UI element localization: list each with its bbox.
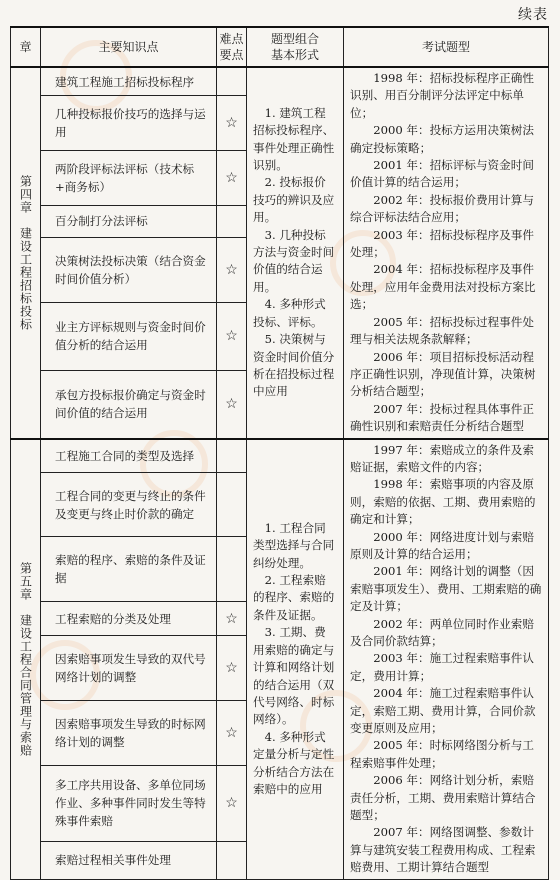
exam-line: 2005 年：时标网络图分析与工程索赔事件处理； (350, 738, 534, 770)
exam-cell (344, 67, 549, 439)
exam-line: 2002 年：投标报价费用计算与综合评标法结合应用； (350, 192, 534, 225)
combo-cell (247, 67, 344, 439)
chapter-cell (11, 439, 41, 880)
exam-line: 2005 年：招标投标过程事件处理与相关法规条款解释； (350, 314, 534, 347)
topic-cell: 业主方评标规则与资金时间价值分析的结合运用 (41, 302, 217, 370)
exam-line: 2000 年：投标方运用决策树法确定投标策略； (350, 123, 534, 155)
combo-line: 4. 多种形式投标、评标。 (253, 297, 326, 329)
difficulty-star: ☆ (217, 151, 247, 206)
exam-line: 1997 年：索赔成立的条件及索赔证据，索赔文件的内容； (350, 442, 534, 474)
exam-line: 2003 年：施工过程索赔事件认定，费用计算； (350, 651, 534, 683)
chapter-title: 第四章 建设工程招标投标 (18, 174, 33, 331)
difficulty-star (217, 206, 247, 237)
exam-line: 2002 年：两单位同时作业索赔及合同价款结算； (350, 616, 534, 648)
chapter-cell (11, 67, 41, 439)
difficulty-star (217, 67, 247, 96)
header-exam: 考试题型 (344, 27, 549, 67)
table-row (11, 439, 549, 473)
topic-cell: 承包方投标报价确定与资金时间价值的结合运用 (41, 370, 217, 438)
difficulty-star: ☆ (217, 765, 247, 841)
topic-cell: 工程施工合同的类型及选择 (41, 439, 217, 473)
difficulty-star (217, 472, 247, 537)
chapter-title: 第五章 建设工程合同管理与索赔 (18, 561, 33, 757)
topic-cell: 工程合同的变更与终止的条件及变更与终止时价款的确定 (41, 472, 217, 537)
topic-cell: 索赔的程序、索赔的条件及证据 (41, 537, 217, 602)
difficulty-star: ☆ (217, 635, 247, 700)
exam-line: 2003 年：招标投标程序及事件处理； (350, 227, 534, 260)
exam-line: 2000 年：网络进度计划与索赔原则及计算的结合运用； (350, 529, 534, 561)
combo-line: 2. 投标报价技巧的辨识及应用。 (253, 175, 335, 225)
header-chapter: 章 (11, 27, 41, 67)
difficulty-star: ☆ (217, 370, 247, 438)
exam-line: 2007 年：网络图调整、参数计算与建筑安装工程费用构成、工程索赔费用、工期计算结合题型 (350, 825, 536, 875)
combo-line: 2. 工程索赔的程序、索赔的条件及证据。 (253, 573, 335, 622)
exam-line: 2006 年：网络计划分析，索赔责任分析，工期、费用索赔计算结合题型； (350, 773, 536, 823)
difficulty-star: ☆ (217, 237, 247, 302)
topic-cell: 因索赔事项发生导致的时标网络计划的调整 (41, 700, 217, 765)
exam-line: 2004 年：招标投标程序及事件处理，应用年金费用法对投标方案比选； (350, 262, 536, 312)
exam-line: 2001 年：招标评标与资金时间价值计算的结合运用； (350, 158, 534, 190)
topic-cell: 决策树法投标决策（结合资金时间价值分析） (41, 237, 217, 302)
topic-cell: 多工序共用设备、多单位同场作业、多种事件同时发生等特殊事件索赔 (41, 765, 217, 841)
exam-cell (344, 439, 549, 880)
topic-cell: 两阶段评标法评标（技术标+商务标） (41, 151, 217, 206)
header-difficulty: 难点 要点 (217, 27, 247, 67)
exam-line: 1998 年：招标投标程序正确性识别、用百分制评分法评定中标单位； (350, 71, 534, 120)
combo-line: 1. 建筑工程招标投标程序、事件处理正确性识别。 (253, 105, 335, 173)
difficulty-star (217, 841, 247, 879)
difficulty-star: ☆ (217, 700, 247, 765)
continued-table-label: 续表 (518, 7, 548, 23)
topic-cell: 工程索赔的分类及处理 (41, 602, 217, 636)
exam-line: 2004 年：施工过程索赔事件认定，索赔工期、费用计算，合同价款变更原则及应用； (350, 686, 536, 736)
combo-line: 3. 几种投标方法与资金时间价值的结合运用。 (253, 227, 335, 294)
combo-cell (247, 439, 344, 880)
topic-cell: 索赔过程相关事件处理 (41, 841, 217, 879)
exam-line: 2006 年：项目招标投标活动程序正确性识别，净现值计算，决策树分析结合题型； (350, 349, 536, 399)
combo-line: 4. 多种形式定量分析与定性分析结合方法在索赔中的应用 (253, 729, 335, 796)
difficulty-star: ☆ (217, 602, 247, 636)
topic-cell: 因索赔事项发生导致的双代号网络计划的调整 (41, 635, 217, 700)
topic-cell: 百分制打分法评标 (41, 206, 217, 237)
difficulty-star: ☆ (217, 302, 247, 370)
header-combo: 题型组合 基本形式 (247, 27, 344, 67)
difficulty-star (217, 439, 247, 473)
combo-line: 3. 工期、费用索赔的确定与计算和网络计划的结合运用（双代号网络、时标网络）。 (253, 625, 335, 727)
exam-line: 2007 年：投标过程具体事件正确性识别和索赔责任分析结合题型 (350, 401, 534, 434)
table-row (11, 67, 549, 96)
combo-line: 1. 工程合同类型选择与合同纠纷处理。 (253, 520, 335, 570)
exam-line: 2001 年：网络计划的调整（因索赔事项发生）、费用、工期索赔的确定及计算； (350, 564, 542, 614)
knowledge-table (10, 26, 549, 880)
difficulty-star (217, 537, 247, 602)
header-topics: 主要知识点 (41, 27, 217, 67)
exam-line: 1998 年：索赔事项的内容及原则，索赔的依据、工期、费用索赔的确定和计算； (350, 477, 536, 527)
combo-line: 5. 决策树与资金时间价值分析在招投标过程中应用 (253, 332, 335, 399)
difficulty-star: ☆ (217, 96, 247, 151)
topic-cell: 建筑工程施工招标投标程序 (41, 67, 217, 96)
topic-cell: 几种投标报价技巧的选择与运用 (41, 96, 217, 151)
table-header-row (11, 27, 549, 67)
